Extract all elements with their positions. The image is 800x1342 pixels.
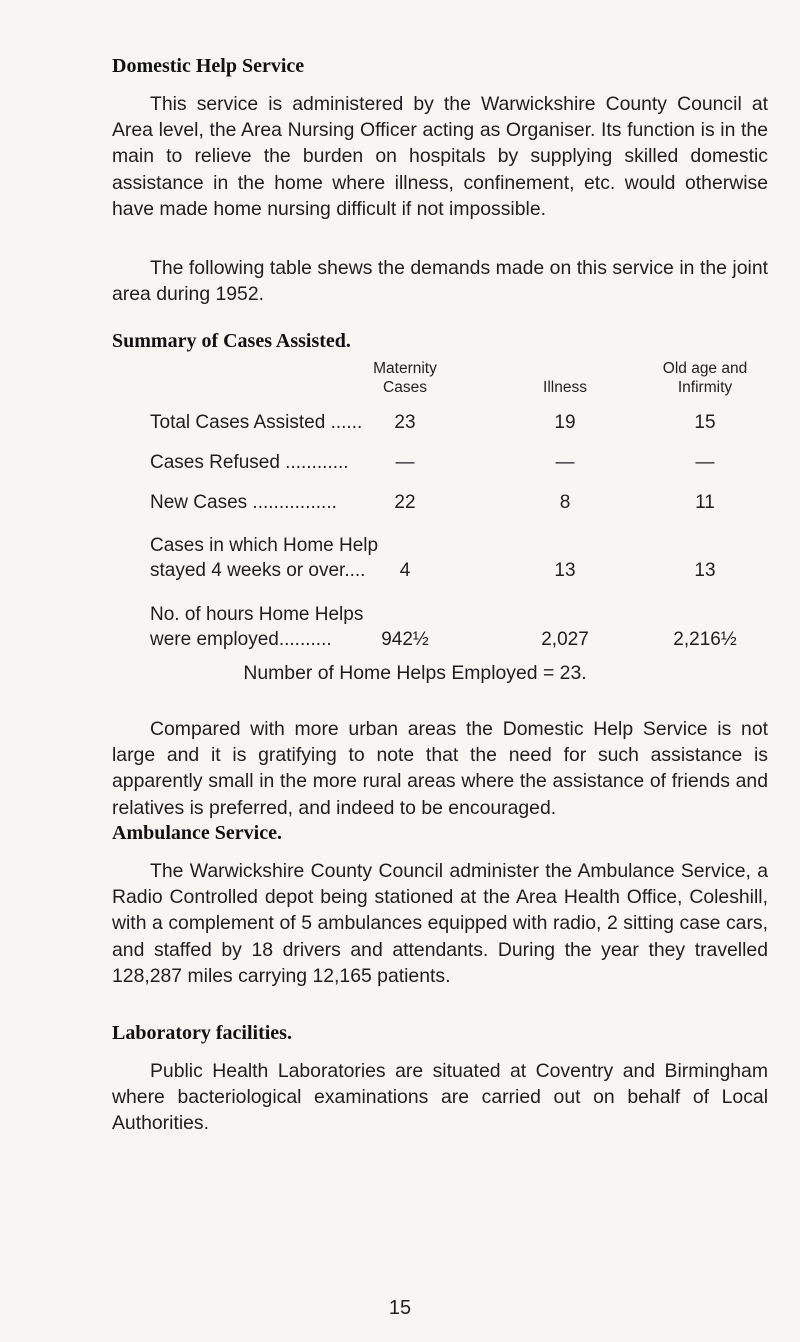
cell-new-illness: 8	[559, 492, 571, 513]
column-header-illness	[510, 359, 620, 397]
column-header-line	[510, 359, 620, 378]
row-label-hours-line1: No. of hours Home Helps	[150, 604, 364, 625]
ambulance-heading: Ambulance Service.	[112, 822, 282, 844]
row-label-total-cases: Total Cases Assisted ......	[150, 412, 363, 433]
cell-total-old-age: 15	[694, 412, 716, 433]
cell-hours-illness: 2,027	[541, 629, 589, 650]
column-header-line: Illness	[543, 379, 587, 396]
cell-total-illness: 19	[554, 412, 576, 433]
cell-refused-old-age: —	[695, 452, 715, 473]
cell-refused-maternity: —	[395, 452, 415, 473]
column-header-line: Old age and	[662, 360, 748, 377]
summary-heading: Summary of Cases Assisted.	[112, 330, 351, 352]
column-header-old-age	[640, 359, 770, 397]
domestic-help-paragraph-2-text: The following table shews the demands made on this service in the joint area during 1952.	[112, 257, 768, 306]
row-label-cases-refused: Cases Refused ............	[150, 452, 349, 473]
laboratory-paragraph	[112, 1058, 768, 1137]
row-label-stayed-line2: stayed 4 weeks or over....	[150, 560, 366, 581]
domestic-help-comparison-text: Compared with more urban areas the Domestic Help Service is not large and it is gratifying to note that the need for such assistance is apparently small in the more rural areas where the assistance of friends and relatives is preferred, and indeed to be encouraged.	[112, 718, 768, 819]
cell-stayed-old-age: 13	[694, 560, 716, 581]
row-label-new-cases: New Cases ................	[150, 492, 337, 513]
cell-new-maternity: 22	[394, 492, 416, 513]
column-header-maternity	[350, 359, 460, 397]
column-header-line: Infirmity	[677, 379, 733, 396]
cell-refused-illness: —	[555, 452, 575, 473]
domestic-help-paragraph-1	[112, 91, 768, 222]
laboratory-paragraph-text: Public Health Laboratories are situated at Coventry and Birmingham where bacteriological examinations are carried out on behalf of Local Authorities.	[112, 1060, 768, 1135]
cell-hours-maternity: 942½	[381, 629, 429, 650]
domestic-help-paragraph-1-text: This service is administered by the Warwickshire County Council at Area level, the Area Nursing Officer acting as Organiser. Its function is in the main to relieve the burden on hospitals by supplying skilled domestic assistance in the home where illness, confinement, etc. would otherwise have made home nursing difficult if not impossible.	[112, 93, 768, 220]
column-header-line: Cases	[383, 379, 427, 396]
row-label-stayed-line1: Cases in which Home Help	[150, 535, 379, 556]
laboratory-heading: Laboratory facilities.	[112, 1022, 292, 1044]
ambulance-paragraph	[112, 858, 768, 989]
domestic-help-comparison-paragraph	[112, 716, 768, 821]
cell-stayed-illness: 13	[554, 560, 576, 581]
home-helps-employed-total: Number of Home Helps Employed = 23.	[243, 662, 587, 684]
column-header-line: Maternity	[373, 360, 437, 377]
domestic-help-paragraph-2	[112, 255, 768, 307]
domestic-help-heading: Domestic Help Service	[112, 55, 305, 77]
page-number: 15	[388, 1297, 412, 1319]
cell-stayed-maternity: 4	[399, 560, 411, 581]
row-label-hours-line2: were employed..........	[150, 629, 332, 650]
cell-hours-old-age: 2,216½	[673, 629, 737, 650]
cell-new-old-age: 11	[695, 492, 715, 513]
ambulance-paragraph-text: The Warwickshire County Council administer the Ambulance Service, a Radio Controlled depot being stationed at the Area Health Office, Coleshill, with a complement of 5 ambulances equipped with radio, 2 sitting case cars, and staffed by 18 drivers and attendants. During the year they travelled 128,287 miles carrying 12,165 patients.	[112, 860, 768, 987]
cell-total-maternity: 23	[394, 412, 416, 433]
